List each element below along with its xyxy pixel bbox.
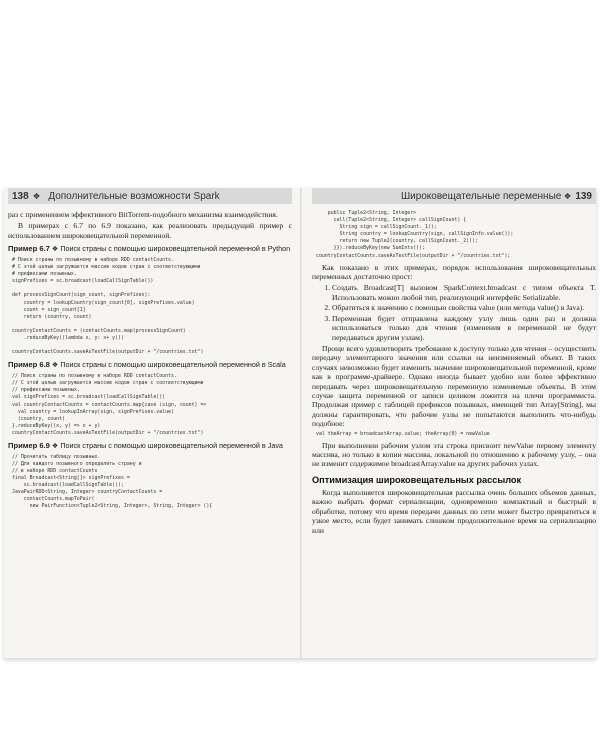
- right-page-number: 139: [575, 191, 592, 202]
- example-label: Пример 6.7: [8, 244, 50, 254]
- right-header-title: Широковещательные переменные: [400, 191, 562, 202]
- right-page-content: [312, 210, 596, 537]
- code-listing-java: // Прочитать таблицу позывных. // Для каждого позывного определить страну и // в наборе RDD contactCounts final Broadcast<String[]> signPrefixes = sc.broadcast(loadCallSignTable()); JavaPairRDD<String, Integer> countryContactCounts = contactCounts.mapToPair( new PairFunction<Tuple2<String, Integer>, String, Integer> (){: [12, 453, 213, 510]
- example-title: Поиск страны с помощью широковещательной переменной в Scala: [60, 360, 286, 370]
- diamond-icon: ❖: [32, 191, 41, 201]
- code-line: val theArray = broadcastArray.value; theArray(0) = newValue: [316, 430, 490, 437]
- example-title: Поиск страны с помощью широковещательной переменной в Java: [60, 440, 283, 450]
- section-paragraph: Когда выполняется широковещательная рассылка очень больших объемов данных, важно выбрать формат сериализации, одновременно компактный и быстрый в обработке, потому что время передачи данных по сети может быстро превратиться в узкое место, если будет занимать слишком продолжительное время на сериализацию или: [312, 487, 596, 535]
- example-label: Пример 6.8: [8, 360, 50, 370]
- code-listing-java-continued: public Tuple2<String, Integer> call(Tuple2<String, Integer> callSignCount) { String sign = callSignCount._1(); String country = lookupCountry(sign, callSignInfo.value()); return new Tuple2(country, callSignCount._2()); }}).reduceByKey(new SumInts()); countryContactCounts.saveAsTextFile(outputDir + "/countries.txt");: [316, 210, 514, 259]
- code-listing-scala: // Поиск страны по позывному в наборе RDD contactCounts. // С этой целью загружается массив кодов стран с соответствующими // префиксами позывных. val signPrefixes = sc.broadcast(loadCallSignTable()) val countryContactCounts = contactCounts.map{case (sign, count) => val country = lookupInArray(sign, signPrefixes.value) (country, count) }.reduceByKey((x, y) => x + y) countryContactCounts.saveAsTextFile(outputDir + "/countries.txt"): [12, 373, 207, 436]
- code-listing-python: # Поиск страны по позывному в наборе RDD contactCounts. # С этой целью загружается массив кодов стран с соответствующими # префиксами позывных. signPrefixes = sc.broadcast(loadCallSignTable()) def processSignCount(sign_count, signPrefixes): country = lookupCountry(sign_count[0], signPrefixes.value) count = sign_count[1] return (country, count) countryContactCounts = (contactCounts.map(processSignCount) .reduceByKey((lambda x, y: x+ y))) countryContactCounts.saveAsTextFile(outputDir + "/countries.txt"): [12, 257, 204, 356]
- left-page-number: 138: [12, 191, 29, 202]
- diamond-icon: ❖: [51, 440, 61, 450]
- example-heading: [8, 361, 292, 370]
- intro-paragraph-1: раз с применением эффективного BitTorrent-подобного механизма взаимодействия.: [8, 210, 278, 219]
- example-label: Пример 6.9: [8, 440, 50, 450]
- list-item: 3. Переменная будет отправлена каждому узлу лишь один раз и должна использоваться только для чтения (изменения в переменной не будут передаваться другим узлам).: [332, 314, 596, 342]
- left-page-content: [8, 210, 292, 514]
- steps-list: [312, 283, 596, 341]
- section-title: Оптимизация широковещательных рассылок: [312, 474, 522, 485]
- left-header-title: Дополнительные возможности Spark: [48, 191, 220, 202]
- diamond-icon: ❖: [561, 191, 572, 201]
- example-title: Поиск страны с помощью широковещательной переменной в Python: [60, 244, 291, 254]
- list-item: 1. Создать Broadcast[T] вызовом SparkContext.broadcast с типом объекта T. Использовать можно любой тип, реализующий интерфейс Serializable.: [332, 283, 596, 302]
- diamond-icon: ❖: [51, 244, 61, 254]
- book-spread: [4, 188, 596, 658]
- left-page: [8, 188, 292, 658]
- after-code-paragraph: При выполнении рабочим узлом эта строка присвоит newValue первому элементу массива, но только в копии массива, локальной по отношению к рабочему узлу, – она не изменит содержимое broadcastArray.value на других рабочих узлах.: [312, 440, 596, 469]
- page-gutter: [300, 188, 302, 658]
- example-heading: [8, 245, 292, 254]
- right-running-header: [312, 188, 596, 204]
- intro-paragraph-2: В примерах с 6.7 по 6.9 показано, как реализовать предыдущий пример с использованием широковещательной переменной.: [8, 221, 292, 240]
- steps-intro-paragraph: Как показано в этих примерах, порядок использования широковещательных переменных достаточно прост:: [312, 262, 596, 282]
- right-page: [312, 188, 596, 658]
- list-item: 2. Обратиться к значению с помощью свойства value (или метода value() в Java).: [332, 303, 596, 312]
- diamond-icon: ❖: [51, 360, 61, 370]
- left-running-header: [8, 188, 292, 204]
- example-heading: [8, 442, 292, 451]
- readonly-paragraph: Проще всего удовлетворить требование к доступу только для чтения – осуществить передачу элементарного значения или ссылки на неизменяемый объект. В таких случаях невозможно будет изменить значение широковещательной переменной, кроме как в программе-драйвере. Однако иногда бывает удобно или более эффективно передавать через широковещательную переменную изменяемые объекты. В этом случае защита переменной от записи целиком ложится на плечи программиста. Продолжая пример с таблицей префиксов позывных, имеющей тип Array[String], мы должны гарантировать, что рабочие узлы не попытаются выполнить что-нибудь подобное:: [312, 343, 596, 429]
